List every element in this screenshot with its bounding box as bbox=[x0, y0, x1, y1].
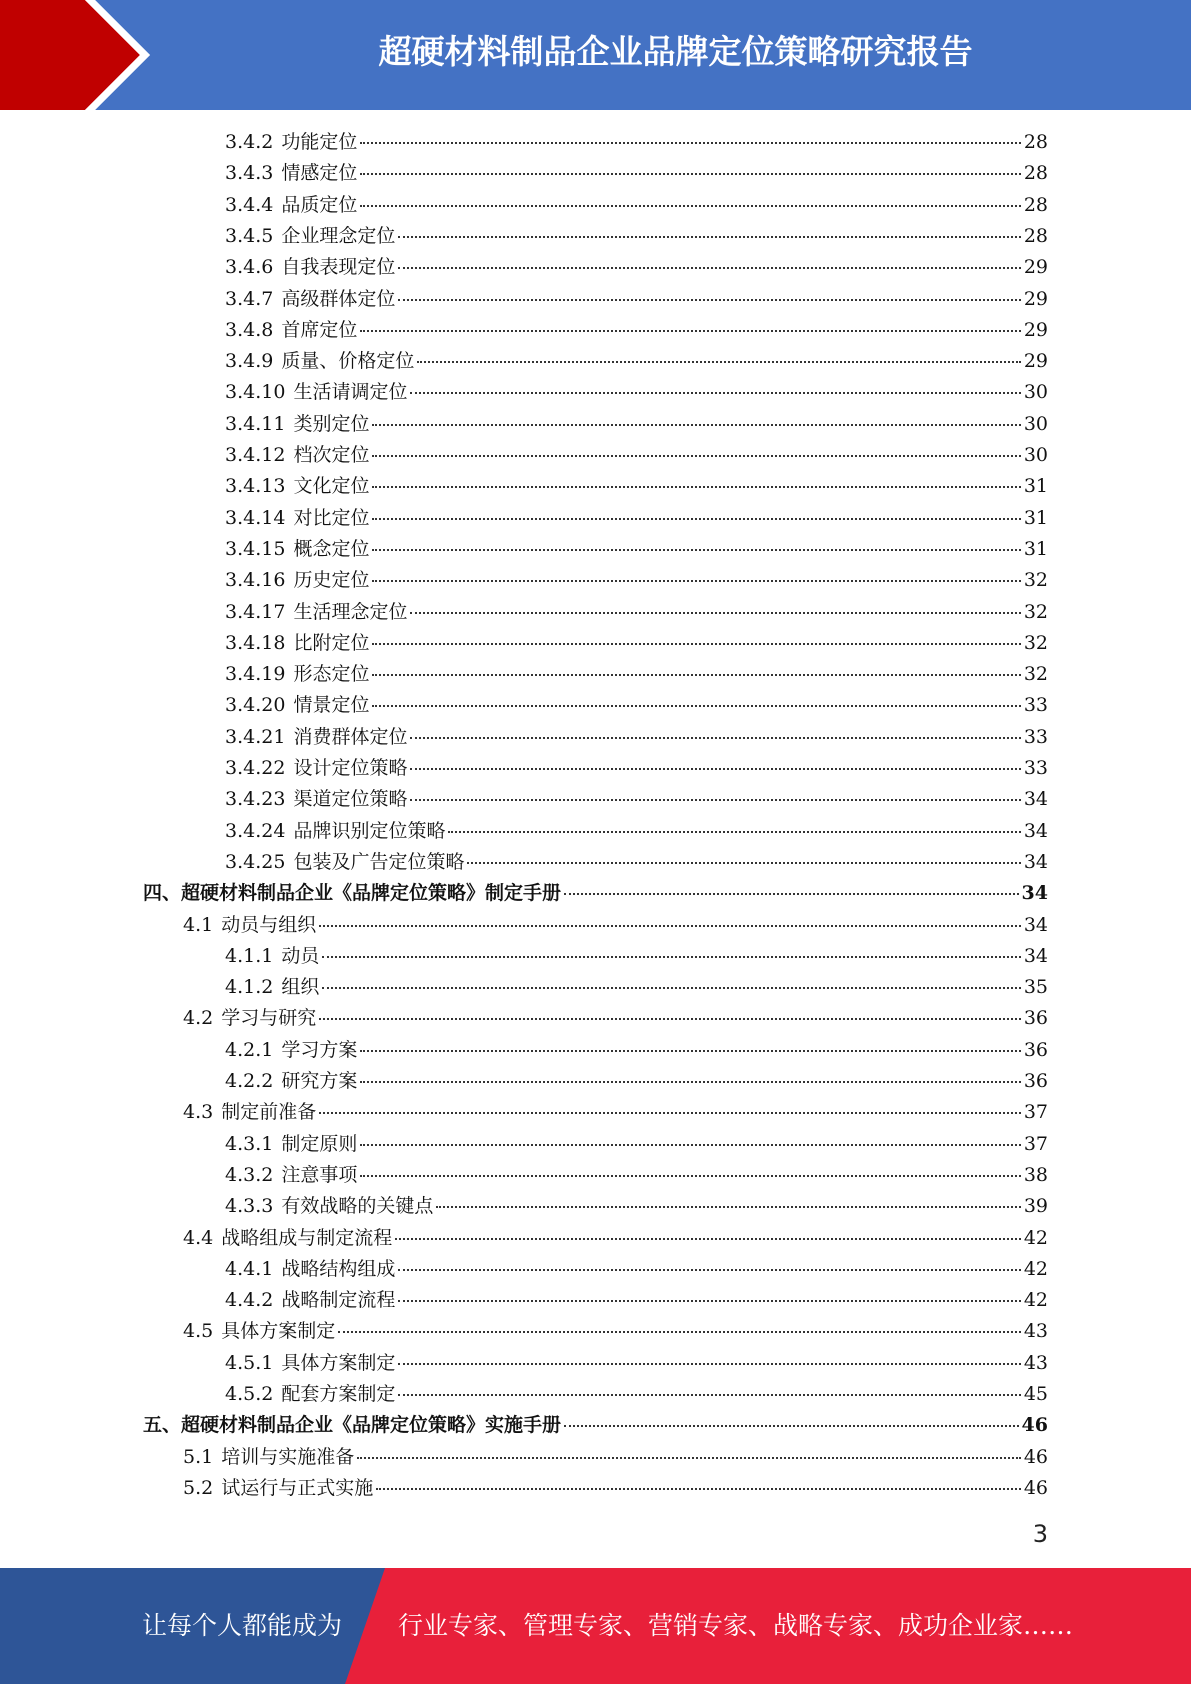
toc-entry-number: 4.2.2 bbox=[225, 1070, 274, 1092]
report-title: 超硬材料制品企业品牌定位策略研究报告 bbox=[378, 32, 973, 71]
toc-entry[interactable] bbox=[183, 910, 1048, 941]
toc-entry-page: 34 bbox=[1021, 882, 1048, 905]
toc-entry[interactable] bbox=[225, 816, 1048, 847]
toc-entry-title: 生活请调定位 bbox=[293, 381, 408, 404]
toc-dot-leader bbox=[372, 705, 1020, 707]
toc-dot-leader bbox=[410, 737, 1020, 739]
toc-entry-title: 类别定位 bbox=[293, 412, 370, 435]
toc-entry-number: 3.4.24 bbox=[225, 819, 286, 842]
toc-entry-title: 比附定位 bbox=[293, 631, 370, 654]
toc-dot-leader bbox=[319, 1112, 1021, 1114]
toc-entry-page: 46 bbox=[1023, 1445, 1048, 1468]
toc-dot-leader bbox=[467, 862, 1020, 864]
toc-entry-title: 培训与实施准备 bbox=[221, 1445, 355, 1468]
toc-entry-number: 4.5.1 bbox=[225, 1351, 274, 1374]
toc-entry[interactable] bbox=[225, 190, 1048, 221]
toc-entry[interactable] bbox=[225, 1191, 1048, 1222]
toc-entry-page: 35 bbox=[1023, 976, 1048, 999]
toc-entry-page: 34 bbox=[1023, 819, 1048, 842]
toc-entry-title: 高级群体定位 bbox=[281, 287, 396, 310]
toc-entry-page: 42 bbox=[1023, 1226, 1048, 1249]
toc-entry[interactable] bbox=[183, 1097, 1048, 1128]
toc-entry-number: 3.4.4 bbox=[225, 193, 274, 216]
toc-entry[interactable] bbox=[225, 440, 1048, 471]
toc-entry-number: 3.4.3 bbox=[225, 162, 274, 185]
toc-entry-number: 4.4 bbox=[183, 1226, 214, 1249]
toc-entry-page: 32 bbox=[1023, 600, 1048, 623]
toc-entry-page: 45 bbox=[1023, 1383, 1048, 1405]
toc-entry-title: 档次定位 bbox=[293, 444, 370, 466]
toc-entry[interactable] bbox=[225, 1379, 1048, 1410]
toc-entry-number: 4.1.2 bbox=[225, 976, 274, 999]
toc-entry-number: 3.4.23 bbox=[225, 788, 286, 811]
toc-dot-leader bbox=[398, 299, 1020, 301]
toc-entry[interactable] bbox=[225, 221, 1048, 252]
toc-entry-title: 消费群体定位 bbox=[293, 725, 408, 748]
toc-dot-leader bbox=[398, 1394, 1020, 1396]
toc-entry-title: 研究方案 bbox=[281, 1070, 358, 1092]
toc-dot-leader bbox=[372, 455, 1020, 457]
toc-entry-number: 3.4.25 bbox=[225, 850, 286, 873]
toc-entry-number: 3.4.18 bbox=[225, 631, 286, 654]
toc-entry-number: 4.2.1 bbox=[225, 1038, 274, 1061]
toc-entry-number: 3.4.12 bbox=[225, 444, 286, 466]
toc-entry-number: 3.4.17 bbox=[225, 600, 286, 623]
toc-dot-leader bbox=[322, 987, 1020, 989]
toc-entry-page: 30 bbox=[1023, 444, 1048, 466]
toc-entry-number: 4.3.3 bbox=[225, 1195, 274, 1218]
toc-entry-title: 包装及广告定位策略 bbox=[293, 850, 465, 873]
toc-entry-number: 3.4.20 bbox=[225, 694, 286, 717]
toc-entry-title: 功能定位 bbox=[281, 131, 358, 153]
toc-dot-leader bbox=[360, 1081, 1020, 1083]
toc-entry-number: 3.4.11 bbox=[225, 412, 286, 435]
toc-entry-number: 3.4.10 bbox=[225, 381, 286, 404]
toc-entry-page: 33 bbox=[1023, 694, 1048, 717]
toc-entry[interactable] bbox=[225, 597, 1048, 628]
toc-entry-number: 五、 bbox=[143, 1414, 182, 1437]
toc-entry-page: 36 bbox=[1023, 1007, 1048, 1030]
toc-entry-title: 情感定位 bbox=[281, 162, 358, 185]
toc-entry-number: 4.5 bbox=[183, 1320, 214, 1343]
toc-entry-page: 32 bbox=[1023, 663, 1048, 686]
toc-entry[interactable] bbox=[225, 315, 1048, 346]
toc-entry-number: 3.4.5 bbox=[225, 224, 274, 247]
toc-entry[interactable] bbox=[225, 252, 1048, 283]
toc-entry-page: 28 bbox=[1023, 224, 1048, 247]
toc-dot-leader bbox=[360, 142, 1020, 144]
toc-dot-leader bbox=[564, 1425, 1019, 1427]
toc-entry[interactable] bbox=[225, 659, 1048, 690]
toc-entry[interactable] bbox=[225, 1066, 1048, 1097]
page-header bbox=[0, 0, 1191, 110]
toc-dot-leader bbox=[322, 956, 1020, 958]
toc-entry-page: 43 bbox=[1023, 1351, 1048, 1374]
toc-entry-title: 首席定位 bbox=[281, 318, 358, 341]
toc-entry-title: 质量、价格定位 bbox=[281, 350, 415, 373]
toc-dot-leader bbox=[360, 1050, 1020, 1052]
toc-dot-leader bbox=[357, 1457, 1021, 1459]
toc-dot-leader bbox=[564, 893, 1019, 895]
toc-entry-number: 3.4.6 bbox=[225, 256, 274, 279]
toc-entry[interactable] bbox=[183, 1316, 1048, 1347]
toc-entry[interactable] bbox=[225, 784, 1048, 815]
toc-entry-title: 品质定位 bbox=[281, 193, 358, 216]
toc-entry[interactable] bbox=[225, 409, 1048, 440]
toc-entry[interactable] bbox=[183, 1473, 1048, 1504]
toc-entry-number: 4.3.1 bbox=[225, 1132, 274, 1155]
toc-entry-page: 31 bbox=[1023, 506, 1048, 529]
toc-entry-title: 战略制定流程 bbox=[281, 1289, 396, 1312]
toc-entry[interactable] bbox=[225, 377, 1048, 408]
toc-entry-page: 34 bbox=[1023, 913, 1048, 936]
toc-entry-title: 学习方案 bbox=[281, 1038, 358, 1061]
toc-dot-leader bbox=[372, 643, 1020, 645]
toc-entry-page: 29 bbox=[1023, 350, 1048, 373]
toc-entry-number: 3.4.8 bbox=[225, 318, 274, 341]
toc-dot-leader bbox=[398, 267, 1020, 269]
toc-entry-title: 战略结构组成 bbox=[281, 1257, 396, 1280]
toc-entry-number: 3.4.21 bbox=[225, 725, 286, 748]
toc-dot-leader bbox=[398, 1300, 1020, 1302]
toc-entry-number: 4.1.1 bbox=[225, 944, 274, 967]
toc-entry[interactable] bbox=[143, 1410, 1048, 1441]
toc-dot-leader bbox=[360, 173, 1020, 175]
toc-entry[interactable] bbox=[183, 1223, 1048, 1254]
toc-dot-leader bbox=[395, 1238, 1021, 1240]
toc-dot-leader bbox=[410, 768, 1020, 770]
toc-entry-page: 33 bbox=[1023, 757, 1048, 779]
toc-entry-number: 4.3.2 bbox=[225, 1163, 274, 1186]
toc-entry[interactable] bbox=[225, 628, 1048, 659]
toc-entry-title: 设计定位策略 bbox=[293, 757, 408, 779]
toc-entry-title: 生活理念定位 bbox=[293, 600, 408, 623]
toc-entry-number: 5.2 bbox=[183, 1476, 214, 1499]
toc-entry-title: 动员与组织 bbox=[221, 913, 317, 936]
toc-entry-page: 42 bbox=[1023, 1289, 1048, 1312]
toc-entry[interactable] bbox=[225, 1254, 1048, 1285]
toc-entry-page: 43 bbox=[1023, 1320, 1048, 1343]
toc-dot-leader bbox=[338, 1331, 1021, 1333]
toc-entry-number: 3.4.13 bbox=[225, 475, 286, 498]
toc-entry-page: 36 bbox=[1023, 1070, 1048, 1092]
toc-entry-page: 39 bbox=[1023, 1195, 1048, 1218]
toc-entry-title: 具体方案制定 bbox=[281, 1351, 396, 1374]
toc-entry-title: 注意事项 bbox=[281, 1163, 358, 1186]
toc-entry[interactable] bbox=[225, 503, 1048, 534]
toc-entry-page: 31 bbox=[1023, 537, 1048, 560]
toc-entry-page: 36 bbox=[1023, 1038, 1048, 1061]
toc-dot-leader bbox=[398, 236, 1020, 238]
toc-entry[interactable] bbox=[225, 471, 1048, 502]
toc-entry-page: 30 bbox=[1023, 381, 1048, 404]
toc-entry[interactable] bbox=[225, 1035, 1048, 1066]
toc-dot-leader bbox=[360, 330, 1020, 332]
toc-entry[interactable] bbox=[225, 941, 1048, 972]
toc-entry-number: 3.4.15 bbox=[225, 537, 286, 560]
toc-entry-title: 具体方案制定 bbox=[221, 1320, 336, 1343]
toc-entry-page: 31 bbox=[1023, 475, 1048, 498]
toc-entry-page: 30 bbox=[1023, 412, 1048, 435]
toc-dot-leader bbox=[360, 1175, 1020, 1177]
toc-entry-number: 4.2 bbox=[183, 1007, 214, 1030]
toc-entry-title: 企业理念定位 bbox=[281, 224, 396, 247]
toc-entry[interactable] bbox=[225, 127, 1048, 158]
toc-entry-title: 动员 bbox=[281, 944, 320, 967]
toc-dot-leader bbox=[372, 518, 1020, 520]
page-footer bbox=[0, 1568, 1191, 1684]
toc-entry-title: 配套方案制定 bbox=[281, 1383, 396, 1405]
toc-entry-title: 渠道定位策略 bbox=[293, 788, 408, 811]
toc-dot-leader bbox=[398, 1363, 1020, 1365]
toc-entry[interactable] bbox=[225, 722, 1048, 753]
toc-dot-leader bbox=[376, 1488, 1021, 1490]
toc-entry-title: 制定原则 bbox=[281, 1132, 358, 1155]
toc-entry[interactable] bbox=[225, 534, 1048, 565]
toc-dot-leader bbox=[417, 361, 1020, 363]
toc-entry-page: 33 bbox=[1023, 725, 1048, 748]
toc-entry-title: 战略组成与制定流程 bbox=[221, 1226, 393, 1249]
toc-entry-number: 4.4.1 bbox=[225, 1257, 274, 1280]
toc-entry-title: 概念定位 bbox=[293, 537, 370, 560]
toc-entry-title: 有效战略的关键点 bbox=[281, 1195, 434, 1218]
toc-entry-page: 37 bbox=[1023, 1132, 1048, 1155]
toc-entry-title: 制定前准备 bbox=[221, 1101, 317, 1124]
toc-dot-leader bbox=[436, 1206, 1020, 1208]
toc-dot-leader bbox=[319, 1018, 1021, 1020]
toc-dot-leader bbox=[360, 1144, 1020, 1146]
toc-entry-title: 历史定位 bbox=[293, 569, 370, 592]
header-chevron-icon bbox=[0, 0, 160, 110]
toc-entry[interactable] bbox=[225, 847, 1048, 878]
toc-entry-number: 3.4.19 bbox=[225, 663, 286, 686]
toc-dot-leader bbox=[448, 831, 1020, 833]
toc-entry-page: 34 bbox=[1023, 788, 1048, 811]
toc-entry-title: 学习与研究 bbox=[221, 1007, 317, 1030]
toc-entry[interactable] bbox=[225, 753, 1048, 784]
toc-entry-title: 品牌识别定位策略 bbox=[293, 819, 446, 842]
toc-entry-page: 29 bbox=[1023, 256, 1048, 279]
toc-entry-title: 试运行与正式实施 bbox=[221, 1476, 374, 1499]
toc-entry-page: 42 bbox=[1023, 1257, 1048, 1280]
toc-entry-page: 28 bbox=[1023, 162, 1048, 185]
toc-entry-title: 自我表现定位 bbox=[281, 256, 396, 279]
footer-goals: 行业专家、管理专家、营销专家、战略专家、成功企业家…… bbox=[398, 1611, 1074, 1640]
toc-entry-number: 4.4.2 bbox=[225, 1289, 274, 1312]
toc-entry-page: 29 bbox=[1023, 287, 1048, 310]
toc-entry[interactable] bbox=[225, 1160, 1048, 1191]
toc-dot-leader bbox=[410, 612, 1020, 614]
toc-entry-number: 3.4.7 bbox=[225, 287, 274, 310]
toc-entry-page: 46 bbox=[1023, 1476, 1048, 1499]
toc-entry[interactable] bbox=[225, 284, 1048, 315]
toc-entry-number: 3.4.22 bbox=[225, 757, 286, 779]
toc-entry-number: 四、 bbox=[143, 882, 182, 905]
toc-entry-number: 3.4.14 bbox=[225, 506, 286, 529]
toc-entry[interactable] bbox=[225, 972, 1048, 1003]
toc-entry-title: 超硬材料制品企业《品牌定位策略》实施手册 bbox=[181, 1414, 562, 1437]
toc-dot-leader bbox=[372, 424, 1020, 426]
toc-entry[interactable] bbox=[143, 878, 1048, 909]
toc-dot-leader bbox=[372, 674, 1020, 676]
toc-entry-number: 3.4.2 bbox=[225, 131, 274, 153]
toc-dot-leader bbox=[398, 1269, 1020, 1271]
toc-entry-number: 3.4.16 bbox=[225, 569, 286, 592]
footer-slogan: 让每个人都能成为 bbox=[142, 1611, 343, 1640]
toc-entry[interactable] bbox=[225, 1285, 1048, 1316]
toc-entry-page: 32 bbox=[1023, 631, 1048, 654]
toc-entry[interactable] bbox=[225, 1348, 1048, 1379]
toc-entry[interactable] bbox=[225, 158, 1048, 189]
toc-entry-title: 文化定位 bbox=[293, 475, 370, 498]
toc-entry-page: 28 bbox=[1023, 193, 1048, 216]
toc-entry-page: 38 bbox=[1023, 1163, 1048, 1186]
toc-entry-page: 32 bbox=[1023, 569, 1048, 592]
toc-dot-leader bbox=[372, 486, 1020, 488]
toc-dot-leader bbox=[319, 925, 1021, 927]
toc-entry-number: 4.1 bbox=[183, 913, 214, 936]
toc-dot-leader bbox=[372, 549, 1020, 551]
toc-entry-page: 34 bbox=[1023, 944, 1048, 967]
toc-entry[interactable] bbox=[225, 346, 1048, 377]
toc-entry-page: 29 bbox=[1023, 318, 1048, 341]
toc-entry-page: 34 bbox=[1023, 850, 1048, 873]
toc-entry[interactable] bbox=[225, 1129, 1048, 1160]
toc-entry-number: 4.5.2 bbox=[225, 1383, 274, 1405]
toc-entry[interactable] bbox=[183, 1442, 1048, 1473]
page-number: 3 bbox=[1032, 1520, 1048, 1548]
toc-entry[interactable] bbox=[225, 565, 1048, 596]
toc-entry-page: 37 bbox=[1023, 1101, 1048, 1124]
toc-entry[interactable] bbox=[225, 690, 1048, 721]
toc-dot-leader bbox=[372, 580, 1020, 582]
toc-entry-title: 情景定位 bbox=[293, 694, 370, 717]
toc-entry-page: 28 bbox=[1023, 131, 1048, 153]
toc-entry-page: 46 bbox=[1021, 1414, 1048, 1437]
toc-entry-title: 对比定位 bbox=[293, 506, 370, 529]
toc-entry-title: 超硬材料制品企业《品牌定位策略》制定手册 bbox=[181, 882, 562, 905]
toc-entry-title: 形态定位 bbox=[293, 663, 370, 686]
toc-entry-number: 4.3 bbox=[183, 1101, 214, 1124]
toc-entry-number: 3.4.9 bbox=[225, 350, 274, 373]
toc-dot-leader bbox=[410, 392, 1020, 394]
toc-dot-leader bbox=[360, 205, 1020, 207]
toc-entry-number: 5.1 bbox=[183, 1445, 214, 1468]
toc-entry[interactable] bbox=[183, 1003, 1048, 1034]
toc-dot-leader bbox=[410, 799, 1020, 801]
toc-entry-title: 组织 bbox=[281, 976, 320, 999]
